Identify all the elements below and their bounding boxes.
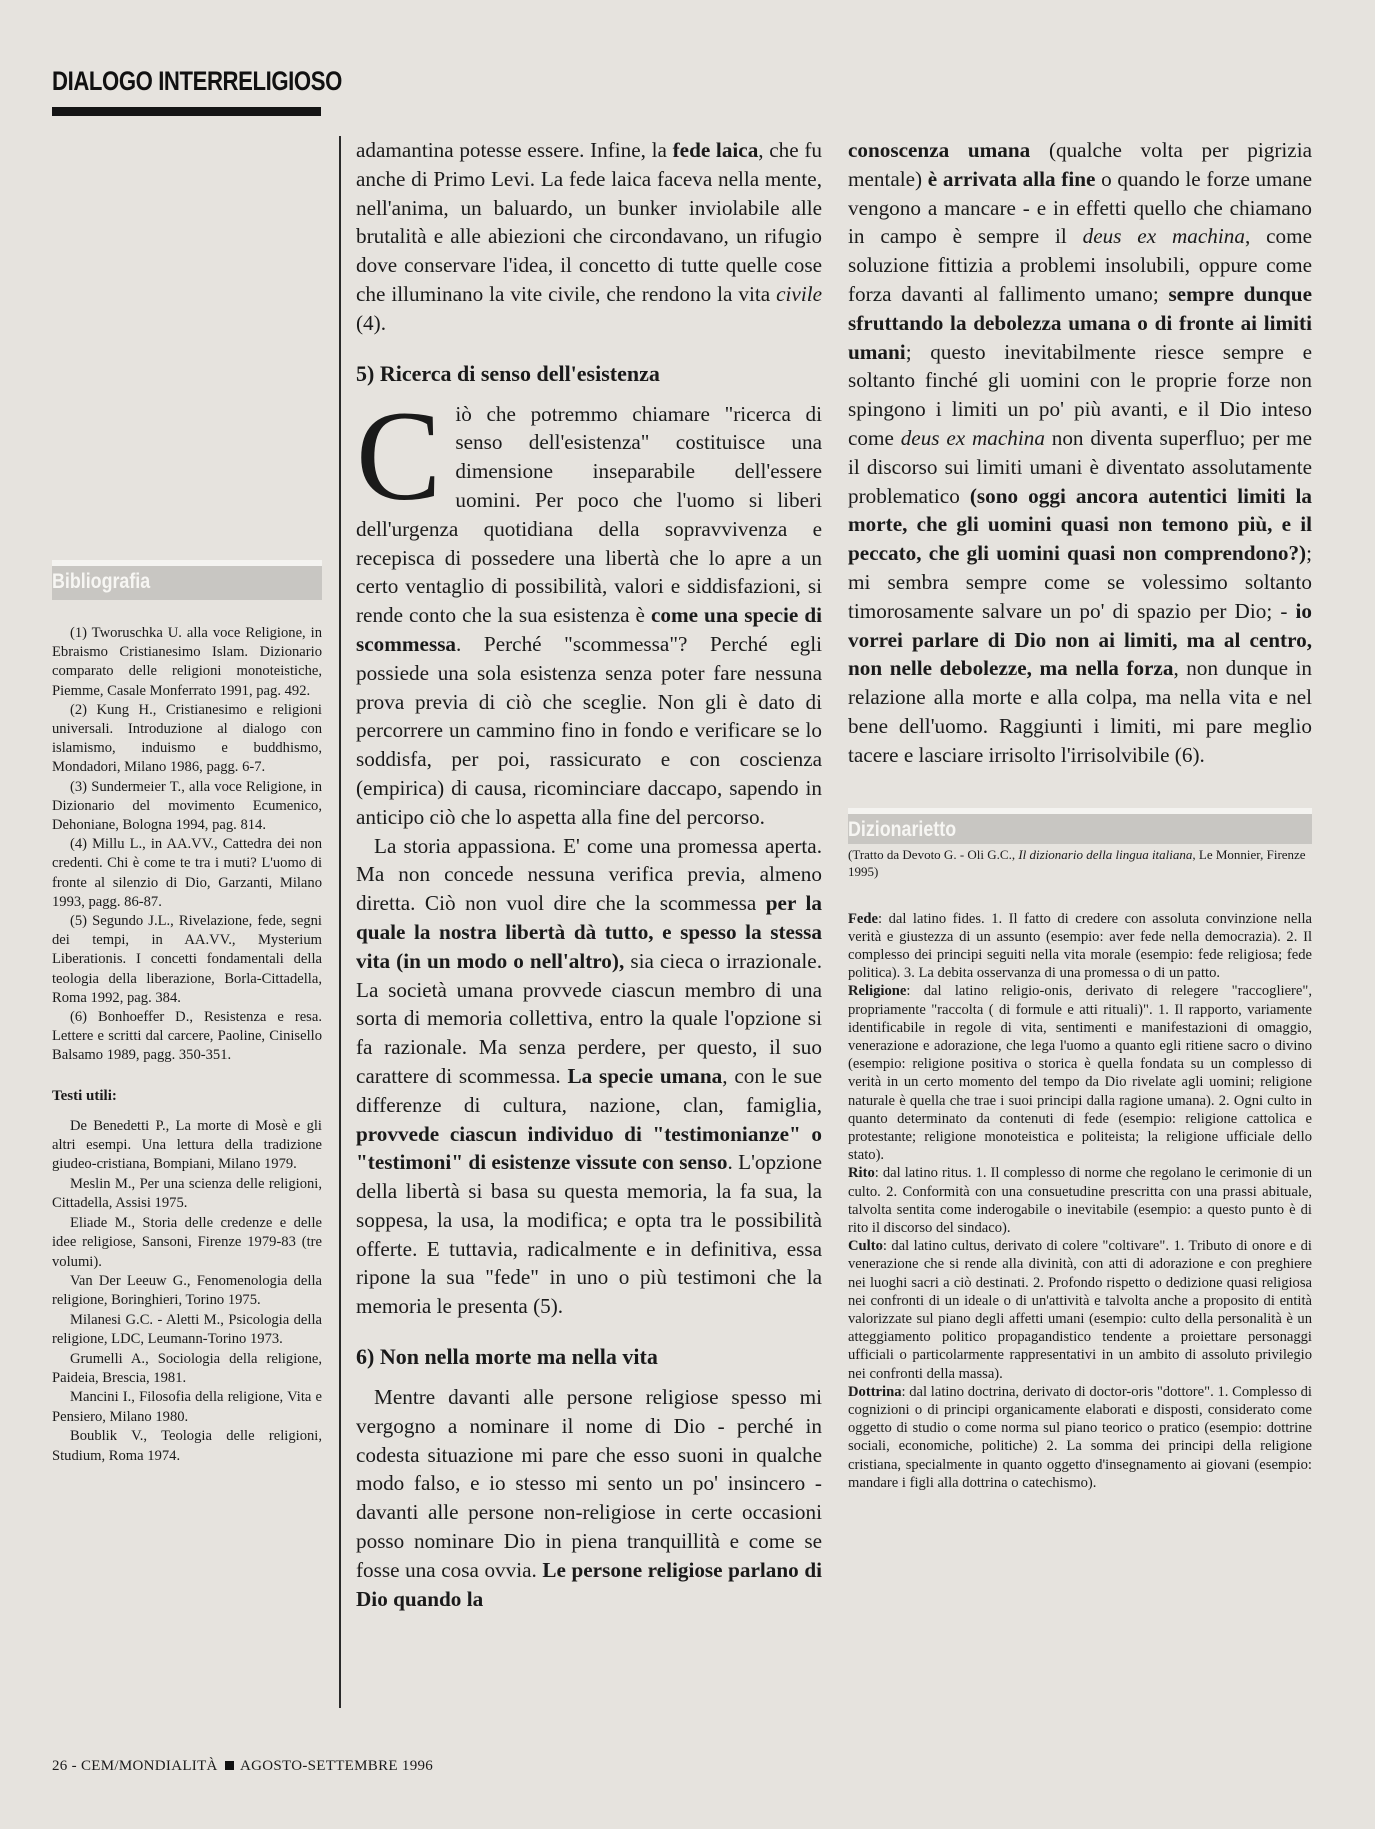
useful-text-item: Eliade M., Storia delle credenze e delle idee religiose, Sansoni, Firenze 1979-83 (tre volumi). (52, 1214, 322, 1270)
bibliography-title: Bibliografia (52, 570, 151, 593)
entry-term: Rito (848, 1165, 875, 1182)
footer-page-info: 26 - CEM/MONDIALITÀ (52, 1758, 218, 1774)
text-run: ; questo inevitabilmente riesce sempre e soltanto finché gli uomini con le proprie forze non spingono i limiti un po' più avanti, e il Dio inteso come (848, 339, 1312, 450)
entry-definition: : dal latino doctrina, derivato di doctor-oris "dottore". 1. Complesso di cognizioni o di principi organicamente elaborati e disposti, considerato come oggetto di studio o come norma sul piano teorico o pratico (esempio: dottrine sociali, economiche, politiche) 2. La somma dei principi della religione cristiana, specialmente in quanto oggetto d'insegnamento ai giovani (esempio: mandare i figli alla dottrina o catechismo). (848, 1383, 1312, 1491)
dizionarietto-header (848, 808, 1312, 844)
entry-definition: : dal latino ritus. 1. Il complesso di norme che regolano le cerimonie di un culto. 2. Conformità con una consuetudine prescritta con una prassi abituale, talvolta sentita come inderogabile o inevitabile (esempio: a questo punto è di rito il discorso del sindaco). (848, 1165, 1312, 1236)
text-run: o quando le forze umane vengono a mancare - e in effetti quello che chiamano in campo è sempre il (848, 166, 1313, 249)
text-run: . Perché "scommessa"? Perché egli possiede una sola esistenza senza poter fare nessuna prova previa di ciò che sceglie. Non gli è dato di percorrere un cammino fino in fondo e verificare se lo soddisfa, per poi, rassicurato e con coscienza (empirica) di causa, ricominciare daccapo, sapendo in anticipo ciò che lo aspetta alla fine del percorso. (356, 631, 822, 829)
bold-run: fede laica (672, 138, 759, 162)
bibliography-note: (4) Millu L., in AA.VV., Cattedra dei non credenti. Chi è come te tra i muti? L'uomo di fronte al silenzio di Dio, Garzanti, Milano 1993, pagg. 86-87. (52, 836, 322, 910)
text-run: (4). (356, 310, 387, 335)
dictionary-entry (848, 982, 1312, 1164)
bibliography-note: (2) Kung H., Cristianesimo e religioni universali. Introduzione al dialogo con islamismo, induismo e buddhismo, Mondadori, Milano 1986, pagg. 6-7. (52, 701, 322, 776)
text-run: La storia appassiona. E' come una promessa aperta. Ma non concede nessuna verifica previa, almeno diretta. Ciò non vuol dire che la scommessa (356, 833, 822, 916)
entry-definition: : dal latino fides. 1. Il fatto di credere con assoluta convinzione nella verità e giustezza di un assunto (esempio: aver fede nella democrazia). 2. Il complesso dei principi seguiti nella vita morale (esempio: fede religiosa; fede politica). 3. La debita osservanza di una promessa o di un patto. (848, 910, 1312, 982)
bold-run: io vorrei parlare di Dio non ai limiti, ma al centro, non nelle debolezze, ma nella forza (848, 598, 1312, 681)
text-run: . L'opzione della libertà si basa su questa memoria, la fa sua, la soppesa, la usa, la modifica; e opta tra le possibilità offerte. E tuttavia, radicalmente e in definitiva, essa ripone la sua "fede" in uno o più testimoni che la memoria le presenta (5). (356, 1150, 822, 1319)
section-heading-5: 5) Ricerca di senso dell'esistenza (356, 360, 660, 386)
text-run: , come soluzione fittizia a problemi insolubili, oppure come forza davanti al fallimento umano; (848, 224, 1312, 306)
text-run: non diventa superfluo; per me il discorso sui limiti umani è diventato assolutamente problematico (848, 425, 1312, 508)
article-column-middle (356, 136, 822, 1613)
square-bullet-icon (225, 1761, 234, 1770)
footer-issue-date: AGOSTO-SETTEMBRE 1996 (239, 1758, 434, 1774)
paragraph (356, 384, 823, 832)
text-run: ; mi sembra sempre come se volessimo soltanto timorosamente salvare un po' di spazio per Dio; - (848, 541, 1312, 623)
text-run: (Tratto da Devoto G. - Oli G.C., (848, 846, 1019, 862)
entry-definition: : dal latino cultus, derivato di colere "coltivare". 1. Tributo di onore e di venerazione che si rende alla divinità, con atti di adorazione e con preghiere nei luoghi sacri a ciò destinati. 2. Profondo rispetto o dedizione quasi religiosa nei confronti di un ideale o di un'attività e talvolta anche a proposito di entità valorizzate sul piano degli affetti umani (esempio: culto della personalità è un atteggiamento politico propagandistico tendente a proiettare personaggi ufficiali o particolarmente rappresentativi in un ambito di assoluto privilegio nei confronti della massa). (848, 1238, 1312, 1382)
text-run: (qualche volta per pigrizia mentale) (848, 138, 1312, 191)
paragraph (356, 832, 822, 1322)
bold-run: sempre dunque sfruttando la debolezza umana o di fronte ai limiti umani (848, 281, 1312, 364)
dizionarietto-box (848, 808, 1312, 1493)
text-run: , Le Monnier, Firenze 1995) (848, 846, 1306, 879)
useful-text-item: Boublik V., Teologia delle religioni, Studium, Roma 1974. (52, 1428, 322, 1464)
useful-texts-list (52, 1117, 322, 1466)
paragraph (356, 1383, 822, 1613)
dizionarietto-entries (848, 910, 1312, 1493)
bold-run: è arrivata alla fine (927, 166, 1096, 191)
useful-text-item: Meslin M., Per una scienza delle religioni, Cittadella, Assisi 1975. (52, 1175, 322, 1212)
text-run: , non dunque in relazione alla morte e alla colpa, ma nella vita e nel bene dell'uomo. Raggiunti i limiti, mi pare meglio tacere e lasciare irrisolto l'irrisolvibile (6). (848, 656, 1312, 767)
bibliography-note: (5) Segundo J.L., Rivelazione, fede, segni dei tempi, in AA.VV., Mysterium Liberationis. I concetti fondamentali della teologia della liberazione, Borla-Cittadella, Roma 1992, pag. 384. (52, 913, 322, 1006)
bibliography-sidebar (52, 560, 322, 1466)
text-run: iò che potremmo chiamare "ricerca di senso dell'esistenza" costituisce una dimensione inseparabile dell'essere uomini. Per poco che l'uomo si liberi dell'urgenza quotidiana della sopravvivenza e recepisca di possedere una libertà che lo apre a un certo ventaglio di possibilità, valori e siddisfazioni, si rende conto che la sua esistenza è (356, 401, 822, 628)
paragraph (848, 136, 1312, 770)
useful-texts-heading: Testi utili: (52, 1087, 117, 1104)
dizionarietto-title: Dizionarietto (848, 817, 957, 841)
italic-run: Il dizionario della lingua italiana (1018, 846, 1193, 862)
useful-text-item: Mancini I., Filosofia della religione, Vita e Pensiero, Milano 1980. (52, 1389, 322, 1425)
text-run: sia cieca o irrazionale. La società umana provvede ciascun membro di una sorta di memoria collettiva, entro la quale l'opzione si fa razionale. Ma senza perdere, per questo, il suo carattere di scommessa. (356, 948, 822, 1088)
italic-run: deus ex machina (1082, 224, 1245, 249)
bold-run: come una specie di scommessa (356, 603, 823, 656)
dictionary-entry (848, 910, 1312, 983)
entry-term: Dottrina (848, 1383, 902, 1400)
bibliography-header (52, 560, 322, 600)
text-run: adamantina potesse essere. Infine, la (356, 138, 673, 162)
useful-text-item: Milanesi G.C. - Aletti M., Psicologia della religione, LDC, Leumann-Torino 1973. (52, 1311, 322, 1348)
article-column-right (848, 136, 1312, 1492)
page-footer (52, 1758, 433, 1775)
section-title: DIALOGO INTERRELIGIOSO (52, 66, 342, 96)
section-heading-6: 6) Non nella morte ma nella vita (356, 1344, 658, 1370)
useful-text-item: De Benedetti P., La morte di Mosè e gli altri esempi. Una lettura della tradizione giudeo-cristiana, Bompiani, Milano 1979. (52, 1117, 322, 1173)
italic-run: deus ex machina (900, 425, 1045, 450)
useful-text-item: Van Der Leeuw G., Fenomenologia della religione, Boringhieri, Torino 1975. (52, 1272, 322, 1309)
bibliography-note: (1) Tworuschka U. alla voce Religione, in Ebraismo Cristianesimo Islam. Dizionario comparato delle religioni monoteistiche, Piemme, Casale Monferrato 1991, pag. 492. (52, 625, 322, 699)
dictionary-entry (848, 1383, 1312, 1492)
text-run: , che fu anche di Primo Levi. La fede laica faceva nella mente, nell'anima, un baluardo, un bunker inviolabile alle brutalità e alle abiezioni che circondavano, un rifugio dove conservare l'idea, il concetto di tutte quelle cose che illuminano la vite civile, che rendono la vita (356, 138, 822, 306)
paragraph (356, 136, 822, 338)
bibliography-note: (3) Sundermeier T., alla voce Religione, in Dizionario del movimento Ecumenico, Dehoniane, Bologna 1994, pag. 814. (52, 778, 322, 834)
useful-text-item: Grumelli A., Sociologia della religione, Paideia, Brescia, 1981. (52, 1350, 322, 1386)
bold-run: (sono oggi ancora autentici limiti la morte, che gli uomini quasi non temono più, e il peccato, che gli uomini quasi non comprendono?) (848, 483, 1312, 566)
dictionary-entry (848, 1164, 1312, 1237)
entry-term: Culto (848, 1238, 883, 1255)
text-run: , con le sue differenze di cultura, nazione, clan, famiglia, (356, 1063, 822, 1117)
bold-run: La specie umana (567, 1063, 723, 1088)
drop-cap: C (356, 384, 442, 527)
bibliography-note: (6) Bonhoeffer D., Resistenza e resa. Lettere e scritti dal carcere, Paoline, Cinisello Balsamo 1989, pagg. 350-351. (52, 1009, 322, 1064)
bold-run: per la quale la nostra libertà dà tutto, e spesso la stessa vita (in un modo o nell'altro), (356, 891, 822, 973)
entry-term: Religione (848, 983, 907, 1000)
text-run: Mentre davanti alle persone religiose spesso mi vergogno a nominare il nome di Dio - perché in codesta situazione mi pare che esso suoni in qualche modo falso, e io stesso mi sento un po' insincero - davanti alle persone non-religiose in certe occasioni posso nominare Dio in piena tranquillità e come se fosse una cosa ovvia. (356, 1385, 822, 1582)
entry-term: Fede (848, 910, 878, 927)
entry-definition: : dal latino religio-onis, derivato di relegere "raccogliere", propriamente "raccolta ( di formule e atti rituali)". 1. Il rapporto, variamente identificabile in regole di vita, sentimenti e manifestazioni di omaggio, venerazione e adorazione, che lega l'uomo a quanto egli ritiene sacro o divino (esempio: religione positiva o storica è quella fondata su un complesso di verità in un certo momento del tempo da Dio rivelate agli uomini; religione naturale è quella che trae i suoi principi dalla ragione umana). 2. Ogni culto in quanto determinato da contenuti di fede (esempio: religione cattolica e protestante; religione monoteistica e politeista; la religione ufficiale dello stato). (848, 983, 1312, 1164)
bold-run: conoscenza umana (848, 138, 1031, 162)
dizionarietto-source (848, 846, 1312, 880)
italic-run: civile (776, 281, 822, 306)
bold-run: Le persone religiose parlano di Dio quando la (356, 1557, 823, 1611)
dictionary-entry (848, 1237, 1312, 1383)
title-rule (52, 107, 321, 116)
bold-run: provvede ciascun individuo di "testimonianze" o "testimoni" di esistenze vissute con senso (356, 1121, 822, 1175)
bibliography-notes (52, 624, 322, 1066)
column-divider (339, 136, 341, 1708)
